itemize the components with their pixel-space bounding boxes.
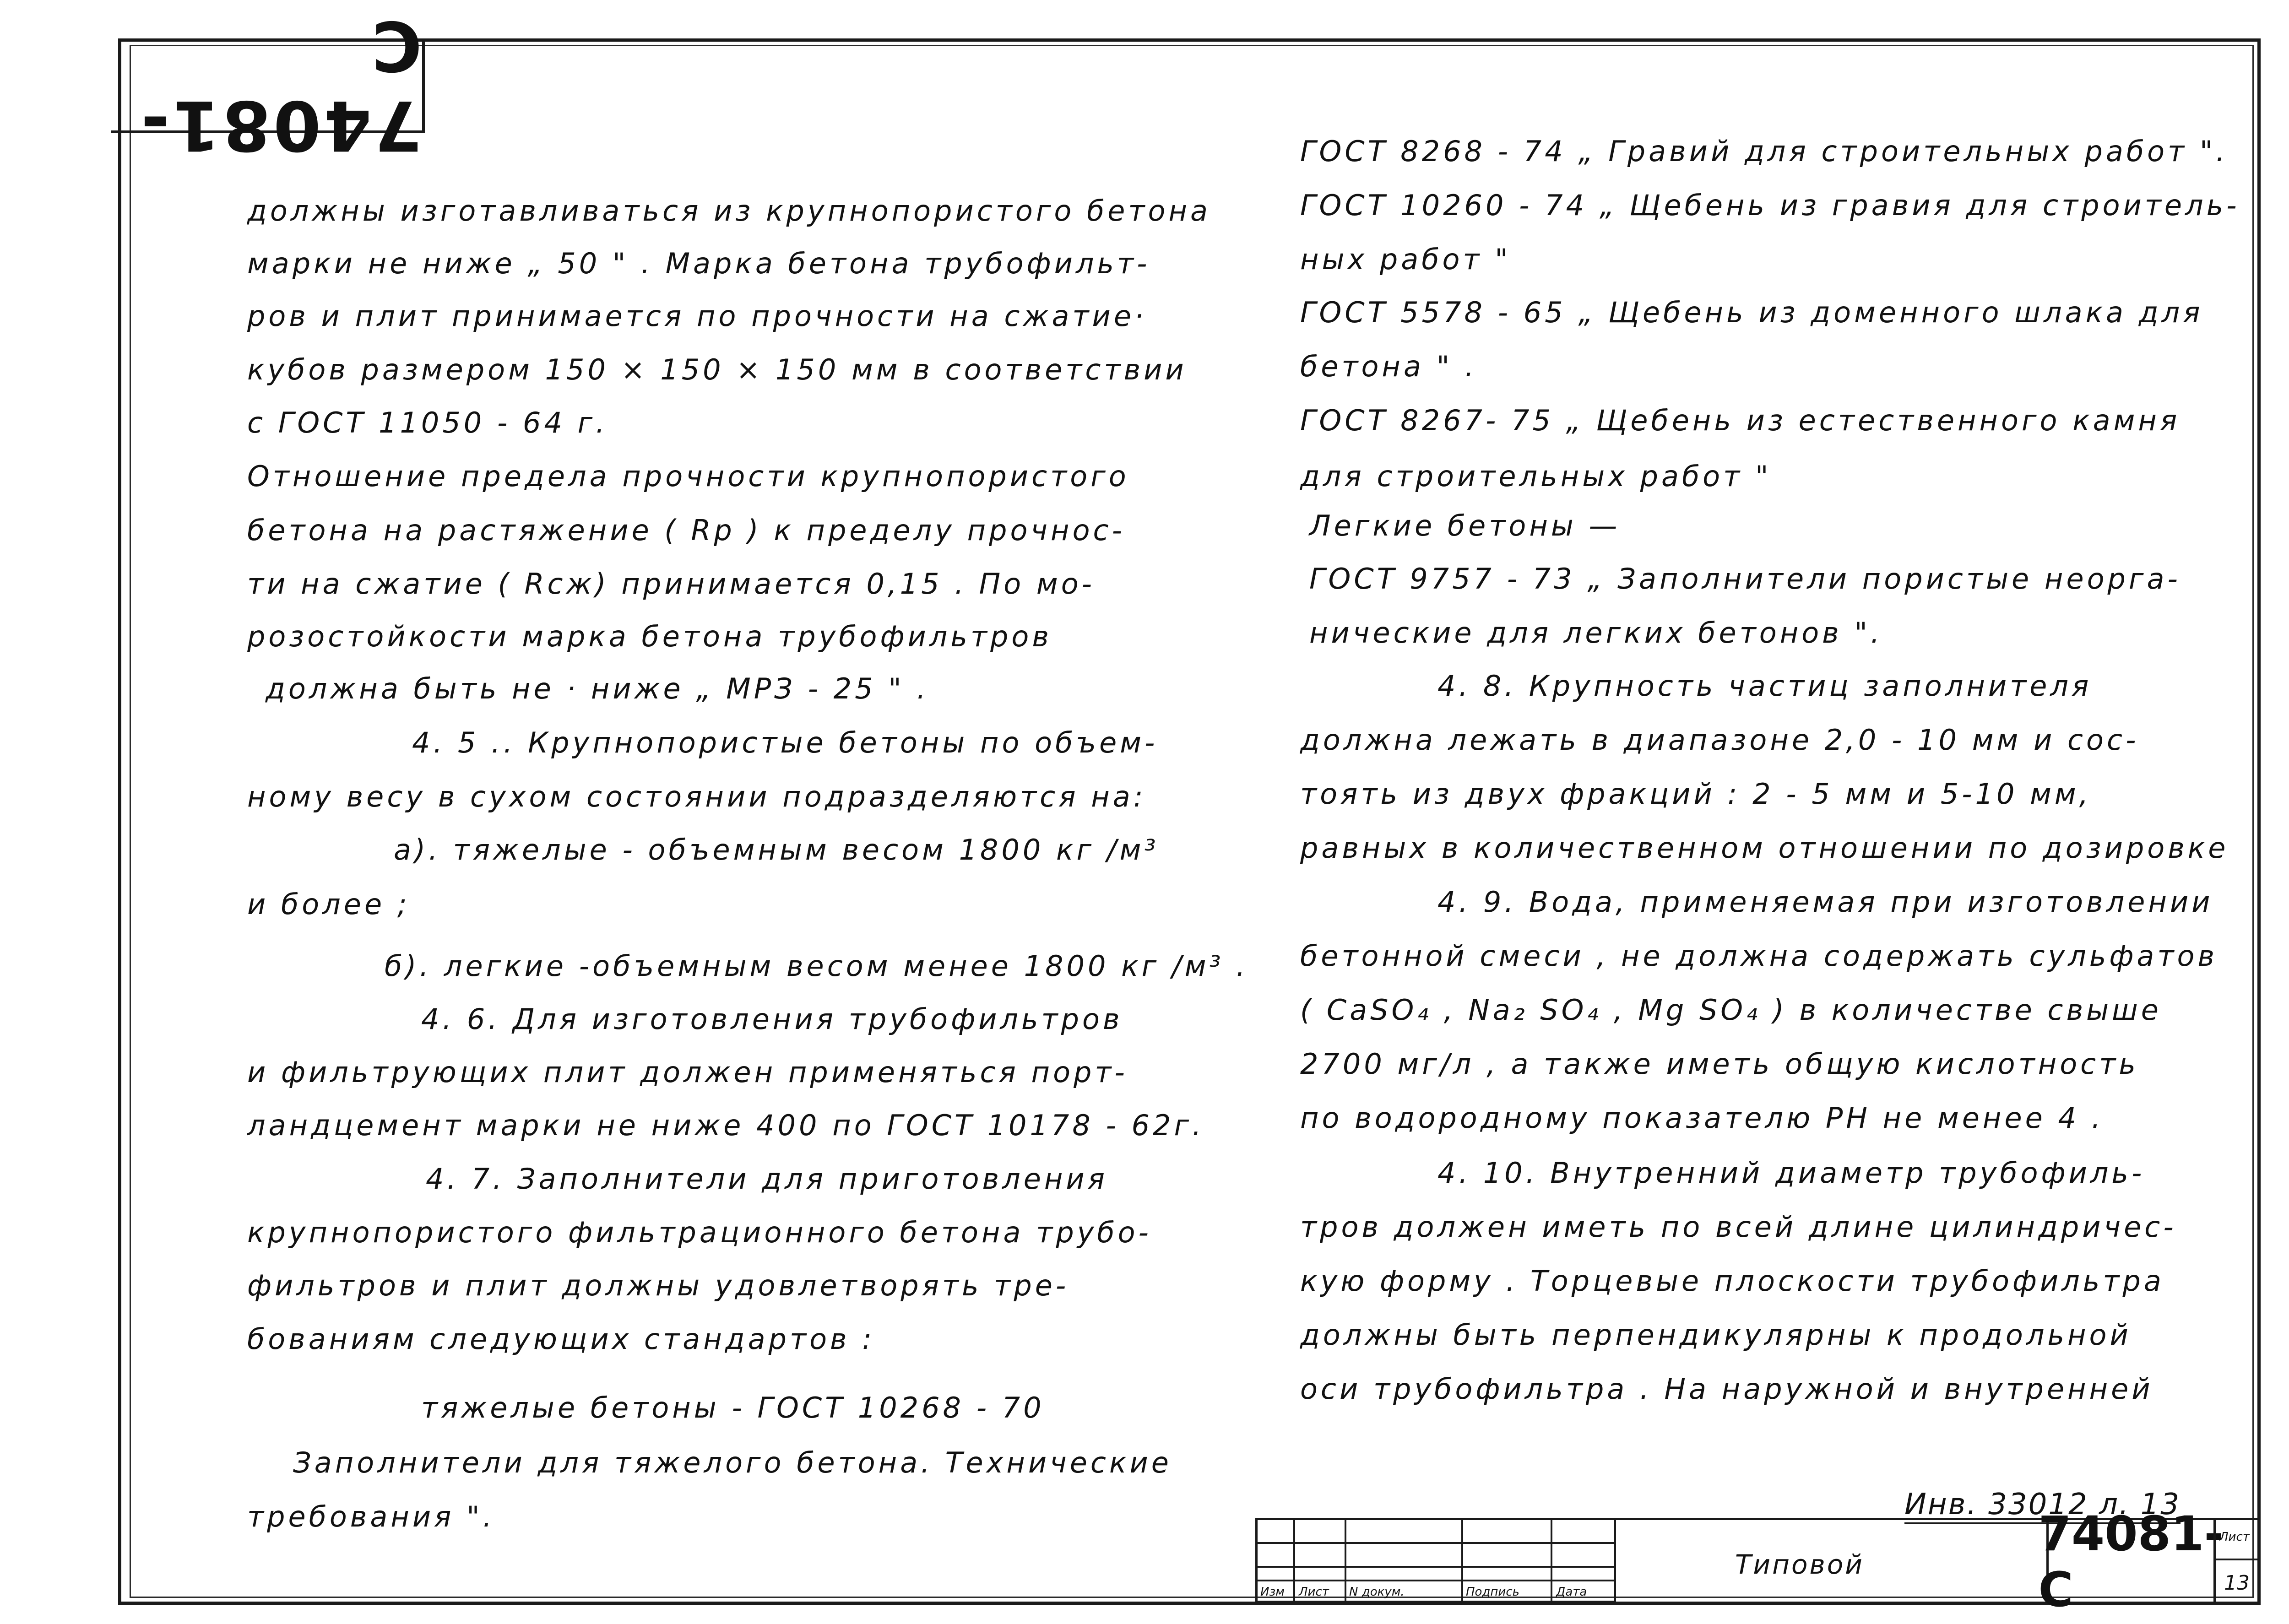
text-line: 4. 9. Вода, применяемая при изготовлении	[1437, 885, 2213, 919]
text-line: равных в количественном отношении по дозировке	[1300, 831, 2229, 865]
text-line: бетона на растяжение ( Rр ) к пределу прочнос-	[247, 514, 1125, 547]
text-line: ландцемент марки не ниже 400 по ГОСТ 10178 - 62г.	[247, 1109, 1204, 1142]
text-line: ров и плит принимается по прочности на сжатие·	[247, 299, 1147, 333]
title-block-code	[2038, 1505, 2224, 1618]
header-change: Изм	[1260, 1585, 1285, 1599]
stamp-code: 74081-С	[138, 5, 422, 165]
text-line: должна лежать в диапазоне 2,0 - 10 мм и сос-	[1300, 723, 2139, 757]
text-line: кубов размером 150 × 150 × 150 мм в соответствии	[247, 353, 1187, 386]
header-doc-number: N докум.	[1349, 1585, 1405, 1599]
title-block-title: Типовой	[1735, 1549, 1864, 1580]
text-line: крупнопористого фильтрационного бетона трубо-	[247, 1216, 1152, 1249]
text-line: ГОСТ 8267- 75 „ Щебень из естественного камня	[1300, 404, 2181, 437]
text-line: тяжелые бетоны - ГОСТ 10268 - 70	[421, 1391, 1045, 1424]
text-line: Отношение предела прочности крупнопористого	[247, 460, 1129, 493]
text-line: ГОСТ 8268 - 74 „ Гравий для строительных работ ".	[1300, 135, 2229, 168]
text-line: ных работ "	[1300, 243, 1511, 276]
text-line: должна быть не · ниже „ МРЗ - 25 " .	[266, 672, 929, 705]
text-line: и фильтрующих плит должен применяться порт-	[247, 1056, 1128, 1089]
text-line: бованиям следующих стандартов :	[247, 1322, 875, 1356]
text-line: с ГОСТ 11050 - 64 г.	[247, 406, 608, 439]
header-signature: Подпись	[1466, 1585, 1519, 1599]
text-line: фильтров и плит должны удовлетворять тре-	[247, 1269, 1069, 1302]
text-line: ГОСТ 9757 - 73 „ Заполнители пористые неорга-	[1309, 562, 2181, 595]
text-line: бетона " .	[1300, 350, 1477, 383]
inventory-note: Инв. 33012 л. 13	[1904, 1488, 2181, 1521]
text-line: 4. 6. Для изготовления трубофильтров	[421, 1002, 1123, 1036]
text-line: нические для легких бетонов ".	[1309, 616, 1883, 650]
text-line: тоять из двух фракций : 2 - 5 мм и 5-10 мм,	[1300, 777, 2092, 811]
text-line: кую форму . Торцевые плоскости трубофильтра	[1300, 1264, 2164, 1298]
document-stamp	[111, 5, 425, 165]
text-line: для строительных работ "	[1300, 460, 1772, 493]
text-line: требования ".	[247, 1500, 495, 1533]
text-line: розостойкости марка бетона трубофильтров	[247, 620, 1052, 653]
text-line: 2700 мг/л , а также иметь общую кислотность	[1300, 1047, 2139, 1081]
text-line: 4. 8. Крупность частиц заполнителя	[1437, 669, 2092, 703]
text-line: ному весу в сухом состоянии подразделяются на:	[247, 780, 1146, 813]
text-line: ГОСТ 5578 - 65 „ Щебень из доменного шлака для	[1300, 296, 2203, 329]
text-line: должны быть перпендикулярны к продольной	[1300, 1318, 2132, 1352]
title-block-grid	[1255, 1518, 1616, 1603]
text-line: б). легкие -объемным весом менее 1800 кг /м³ .	[385, 949, 1248, 983]
text-line: Легкие бетоны —	[1309, 509, 1621, 542]
sheet-label: Лист	[2219, 1530, 2250, 1544]
text-line: тров должен иметь по всей длине цилиндричес-	[1300, 1210, 2177, 1244]
text-line: 4. 5 .. Крупнопористые бетоны по объем-	[412, 726, 1158, 759]
text-line: ( CaSO₄ , Na₂ SO₄ , Mg SO₄ ) в количестве свыше	[1300, 993, 2162, 1027]
text-line: а). тяжелые - объемным весом 1800 кг /м³	[394, 833, 1159, 866]
text-line: и более ;	[247, 888, 410, 921]
text-line: ГОСТ 10260 - 74 „ Щебень из гравия для строитель-	[1300, 189, 2240, 222]
text-line: ти на сжатие ( Rсж) принимается 0,15 . По мо-	[247, 567, 1096, 601]
text-line: Заполнители для тяжелого бетона. Технические	[293, 1446, 1172, 1479]
text-line: должны изготавливаться из крупнопористого бетона	[247, 194, 1211, 227]
sheet-number: 13	[2224, 1571, 2250, 1595]
title-block-sheet	[2213, 1518, 2261, 1603]
header-date: Дата	[1556, 1585, 1587, 1599]
text-line: марки не ниже „ 50 " . Марка бетона трубофильт-	[247, 247, 1150, 280]
text-line: оси трубофильтра . На наружной и внутренней	[1300, 1372, 2153, 1406]
text-line: по водородному показателю РН не менее 4 .	[1300, 1101, 2104, 1135]
text-line: 4. 7. Заполнители для приготовления	[426, 1162, 1108, 1196]
document-code: 74081-С	[2038, 1505, 2224, 1618]
header-sheet: Лист	[1299, 1585, 1329, 1599]
text-line: 4. 10. Внутренний диаметр трубофиль-	[1437, 1156, 2145, 1190]
text-line: бетонной смеси , не должна содержать сульфатов	[1300, 939, 2218, 973]
